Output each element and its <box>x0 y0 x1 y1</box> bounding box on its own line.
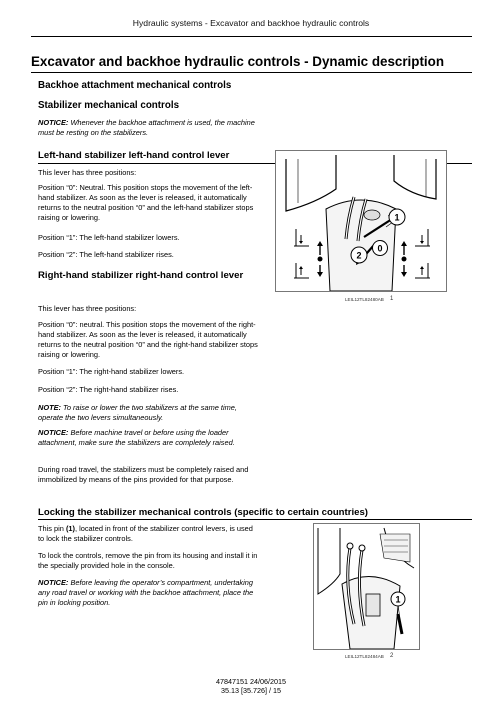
note-label: NOTE: <box>38 403 61 412</box>
callout-1: 1 <box>395 594 401 605</box>
notice-text: Before machine travel or before using the loader attachment, make sure the stabilizers are completely raised. <box>38 428 235 447</box>
locking-heading: Locking the stabilizer mechanical controls (specific to certain countries) <box>38 507 369 518</box>
locking-rule <box>38 519 472 520</box>
footer-page-number: 35.13 [35.726] / 15 <box>221 686 281 695</box>
locking-pin-illustration <box>314 524 419 649</box>
locking-paragraph-1 <box>38 524 260 544</box>
right-lever-intro: This lever has three positions: <box>38 304 137 313</box>
right-lever-position-2: Position “2”: The right-hand stabilizer rises. <box>38 385 179 394</box>
notice-label: NOTICE: <box>38 118 69 127</box>
notice-text: Whenever the backhoe attachment is used, the machine must be resting on the stabilizers. <box>38 118 255 137</box>
section-heading-backhoe: Backhoe attachment mechanical controls <box>38 80 232 91</box>
callout-0: 0 <box>377 243 383 254</box>
locking-p1-post: , located in front of the stabilizer control levers, is used to lock the stabilizer controls. <box>38 524 253 543</box>
note-text: To raise or lower the two stabilizers at the same time, operate the two levers simultaneously. <box>38 403 237 422</box>
running-head: Hydraulic systems - Excavator and backhoe hydraulic controls <box>132 18 370 28</box>
notice-label: NOTICE: <box>38 578 69 587</box>
left-lever-heading: Left-hand stabilizer left-hand control lever <box>38 150 230 161</box>
left-stabilizer-symbols <box>294 229 323 278</box>
locking-paragraph-2: To lock the controls, remove the pin from its housing and install it in the specially provided hole in the console. <box>38 551 258 570</box>
callout-1: 1 <box>394 212 400 223</box>
callout-2: 2 <box>356 250 362 261</box>
left-lever-intro: This lever has three positions: <box>38 168 137 177</box>
left-lever-position-1: Position “1”: The left-hand stabilizer lowers. <box>38 233 180 242</box>
figure-locking-pin <box>313 523 420 650</box>
right-stabilizer-symbols <box>401 229 430 278</box>
locking-p1-pre: This pin <box>38 524 66 533</box>
notice-text: Before leaving the operator’s compartment, undertaking any road travel or working with the backhoe attachment, place the pin in locking position. <box>38 578 254 607</box>
left-lever-position-2: Position “2”: The left-hand stabilizer rises. <box>38 250 174 259</box>
figure-2-caption: LEIL12TL82484AB <box>345 654 384 659</box>
notice-label: NOTICE: <box>38 428 69 437</box>
right-lever-heading: Right-hand stabilizer right-hand control lever <box>38 270 244 281</box>
left-lever-position-0: Position “0”: Neutral. This position stops the movement of the left-hand stabilizer. As soon as the lever is released, it automatically returns to the neutral position “0” and the left-hand stabilizer stops raising or lowering. <box>38 183 254 222</box>
header-rule <box>31 36 472 37</box>
figure-stabilizer-levers <box>275 150 447 292</box>
notice-locking <box>38 578 260 608</box>
footer-document-id: 47847151 24/06/2015 <box>216 677 286 686</box>
section-heading-stabilizer: Stabilizer mechanical controls <box>38 100 180 111</box>
notice-travel <box>38 428 260 448</box>
locking-p1-ref: (1) <box>65 524 75 533</box>
title-rule <box>31 72 472 73</box>
stabilizer-levers-illustration <box>276 151 446 291</box>
right-lever-position-0: Position “0”: neutral. This position stops the movement of the right-hand stabilizer. As soon as the lever is released, it automatically returns to the neutral position “0” and the right-hand stabilizer stops raising or lowering. <box>38 320 258 359</box>
right-lever-position-1: Position “1”: The right-hand stabilizer lowers. <box>38 367 185 376</box>
road-travel-text: During road travel, the stabilizers must be completely raised and immobilized by means of the pins provided for that purpose. <box>38 465 249 484</box>
figure-1-caption: LEIL12TL82480AB <box>345 297 384 302</box>
notice-backhoe <box>38 118 260 138</box>
figure-2-number: 2 <box>390 653 394 659</box>
figure-1-number: 1 <box>390 296 394 302</box>
page-title: Excavator and backhoe hydraulic controls - Dynamic description <box>31 54 444 69</box>
note-simultaneous <box>38 403 260 423</box>
